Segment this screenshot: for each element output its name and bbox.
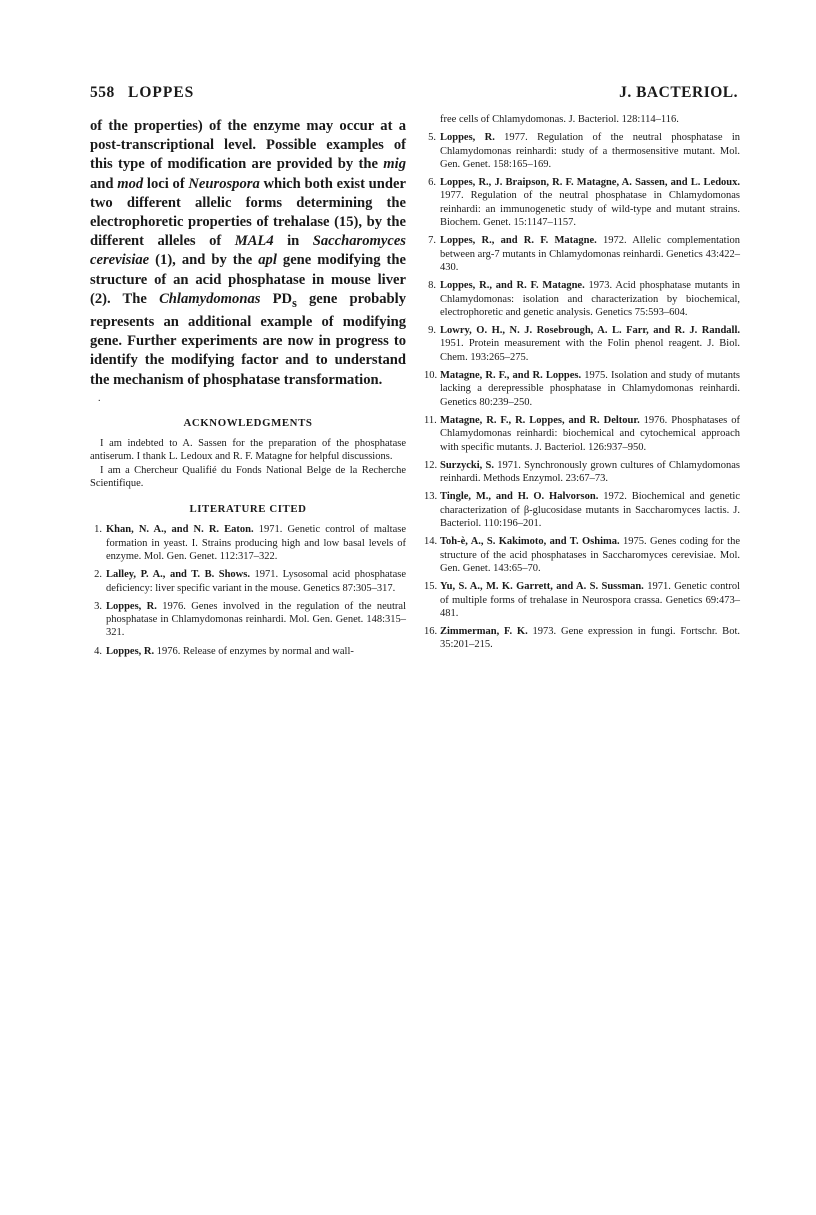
reference-authors: Zimmerman, F. K. — [440, 626, 528, 638]
reference-item — [424, 490, 740, 530]
reference-authors: Matagne, R. F., and R. Loppes. — [440, 370, 582, 382]
reference-number: 2. — [94, 569, 102, 581]
reference-text: 1977. Regulation of the neutral phosphatase in Chlamydomonas reinhardi: an immunogenetic study of wild-type and mutant strains. Biochem. Genet. 15:1147–1157. — [440, 190, 740, 229]
discussion-paragraph: of the properties) of the enzyme may occur at a post-transcriptional level. Possible examples of this type of modification are provided by the mig and mod loci of Neurospora which both exist under two different allelic forms determining the electrophoretic properties of trehalase (15), by the different alleles of MAL4 in Saccharomyces cerevisiae (1), and by the apl gene modifying the structure of an acid phosphatase in mouse liver (2). The Chlamydomonas $PD_s$ gene probably represents an additional example of modifying gene. Further experiments are now in progress to identify the modifying factor and to understand the mechanism of phosphatase transformation. — [90, 118, 406, 388]
reference-authors: Khan, N. A., and N. R. Eaton. — [106, 524, 254, 536]
reference-authors: Surzycki, S. — [440, 459, 494, 471]
running-author: LOPPES — [128, 84, 195, 101]
reference-text: 1973. Acid phosphatase mutants in Chlamydomonas: isolation and characterization by biochemical, electrophoretic and genetic analysis. Genetics 75:593–604. — [440, 280, 740, 318]
reference-list-right — [424, 131, 740, 651]
reference-text: 1975. Isolation and study of mutants lacking a derepressible phosphatase in Chlamydomonas reinhardi. Genetics 80:239–250. — [440, 370, 740, 408]
reference-text: 1975. Genes coding for the structure of the acid phosphatases in Saccharomyces cerevisiae. Mol. Gen. Genet. 143:65–70. — [440, 536, 740, 574]
reference-number: 6. — [428, 177, 436, 189]
reference-item — [424, 131, 740, 171]
reference-item — [424, 580, 740, 620]
reference-authors: Loppes, R. — [106, 645, 155, 657]
reference-item — [90, 645, 406, 658]
acknowledgments-paragraph-2: I am a Chercheur Qualifié du Fonds National Belge de la Recherche Scientifique. — [90, 464, 406, 489]
reference-item — [424, 324, 740, 364]
reference-4-continuation: free cells of Chlamydomonas. J. Bacteriol. 128:114–116. — [440, 114, 679, 125]
reference-item — [90, 523, 406, 563]
reference-text: 1976. Release of enzymes by normal and wall- — [154, 645, 354, 657]
reference-number: 1. — [94, 524, 102, 536]
reference-text: 1976. Phosphatases of Chlamydomonas reinhardi: biochemical and cytochemical approach with specific mutants. J. Bacteriol. 126:937–950. — [440, 414, 740, 453]
reference-number: 13. — [424, 491, 438, 503]
reference-text: 1972. Allelic complementation between arg-7 mutants in Chlamydomonas reinhardi. Genetics 43:422–430. — [440, 235, 741, 273]
reference-item — [424, 279, 740, 319]
reference-item — [424, 369, 740, 409]
reference-item — [424, 176, 740, 229]
reference-number: 8. — [428, 280, 436, 292]
right-column — [424, 113, 740, 657]
reference-text: 1951. Protein measurement with the Folin phenol reagent. J. Biol. Chem. 193:265–275. — [440, 338, 740, 363]
reference-item — [424, 234, 740, 274]
reference-item — [424, 414, 740, 454]
reference-authors: Loppes, R., J. Braipson, R. F. Matagne, A. Sassen, and L. Ledoux. — [440, 177, 740, 189]
reference-number: 10. — [424, 370, 438, 382]
reference-authors: Loppes, R., and R. F. Matagne. — [440, 235, 597, 247]
reference-number: 4. — [94, 645, 102, 657]
acknowledgments-heading: ACKNOWLEDGMENTS — [183, 416, 313, 429]
reference-number: 7. — [428, 235, 436, 247]
reference-text: 1976. Genes involved in the regulation of the neutral phosphatase in Chlamydomonas reinhardi. Mol. Gen. Genet. 148:315–321. — [106, 600, 406, 639]
reference-item — [90, 568, 406, 595]
reference-authors: Tingle, M., and H. O. Halvorson. — [440, 491, 599, 503]
literature-cited-heading: LITERATURE CITED — [189, 503, 307, 516]
running-header — [90, 84, 738, 106]
reference-item — [424, 535, 740, 575]
reference-number: 16. — [424, 626, 438, 638]
reference-text: 1973. Gene expression in fungi. Fortschr. Bot. 35:201–215. — [440, 626, 740, 651]
reference-text: 1971. Lysosomal acid phosphatase deficiency: liver specific variant in the mouse. Genetics 87:305–317. — [106, 569, 407, 594]
journal-name: J. BACTERIOL. — [619, 84, 738, 101]
reference-authors: Loppes, R., and R. F. Matagne. — [440, 280, 585, 292]
reference-authors: Toh-è, A., S. Kakimoto, and T. Oshima. — [440, 536, 620, 548]
reference-text: 1971. Synchronously grown cultures of Chlamydomonas reinhardi. Methods Enzymol. 23:67–73. — [440, 459, 740, 485]
reference-number: 11. — [424, 414, 437, 426]
reference-number: 3. — [94, 600, 102, 612]
reference-text: 1971. Genetic control of maltase formation in yeast. I. Strains producing high and low basal levels of enzyme. Mol. Gen. Genet. 112:317–322. — [106, 524, 406, 562]
reference-list-left — [90, 523, 406, 658]
reference-number: 5. — [428, 132, 436, 144]
reference-number: 15. — [424, 581, 438, 593]
reference-item — [424, 625, 740, 652]
acknowledgments-paragraph-1: I am indebted to A. Sassen for the preparation of the phosphatase antiserum. I thank L. Ledoux and R. F. Matagne for helpful discussions. — [90, 437, 406, 463]
reference-number: 12. — [424, 459, 438, 471]
reference-authors: Loppes, R. — [440, 132, 495, 144]
page-number: 558 — [90, 84, 115, 101]
left-column — [90, 117, 406, 663]
reference-authors: Lowry, O. H., N. J. Rosebrough, A. L. Farr, and R. J. Randall. — [440, 325, 740, 337]
reference-authors: Matagne, R. F., R. Loppes, and R. Deltour. — [440, 414, 640, 426]
reference-text: 1972. Biochemical and genetic characterization of β-glucosidase mutants in Saccharomyces lactis. J. Bacteriol. 110:196–201. — [440, 491, 740, 530]
reference-item — [90, 600, 406, 640]
reference-number: 9. — [428, 325, 436, 337]
reference-number: 14. — [424, 536, 438, 548]
reference-item — [424, 459, 740, 486]
stray-dot: . — [98, 392, 101, 404]
reference-text: 1977. Regulation of the neutral phosphatase in Chlamydomonas reinhardi: study of a thermosensitive mutant. Mol. Gen. Genet. 158:165–169. — [440, 132, 741, 170]
reference-text: 1971. Genetic control of multiple forms of trehalase in Neurospora crassa. Genetics 69:473–481. — [440, 581, 740, 619]
reference-authors: Loppes, R. — [106, 600, 157, 612]
reference-authors: Yu, S. A., M. K. Garrett, and A. S. Sussman. — [440, 581, 644, 593]
reference-authors: Lalley, P. A., and T. B. Shows. — [106, 569, 250, 581]
